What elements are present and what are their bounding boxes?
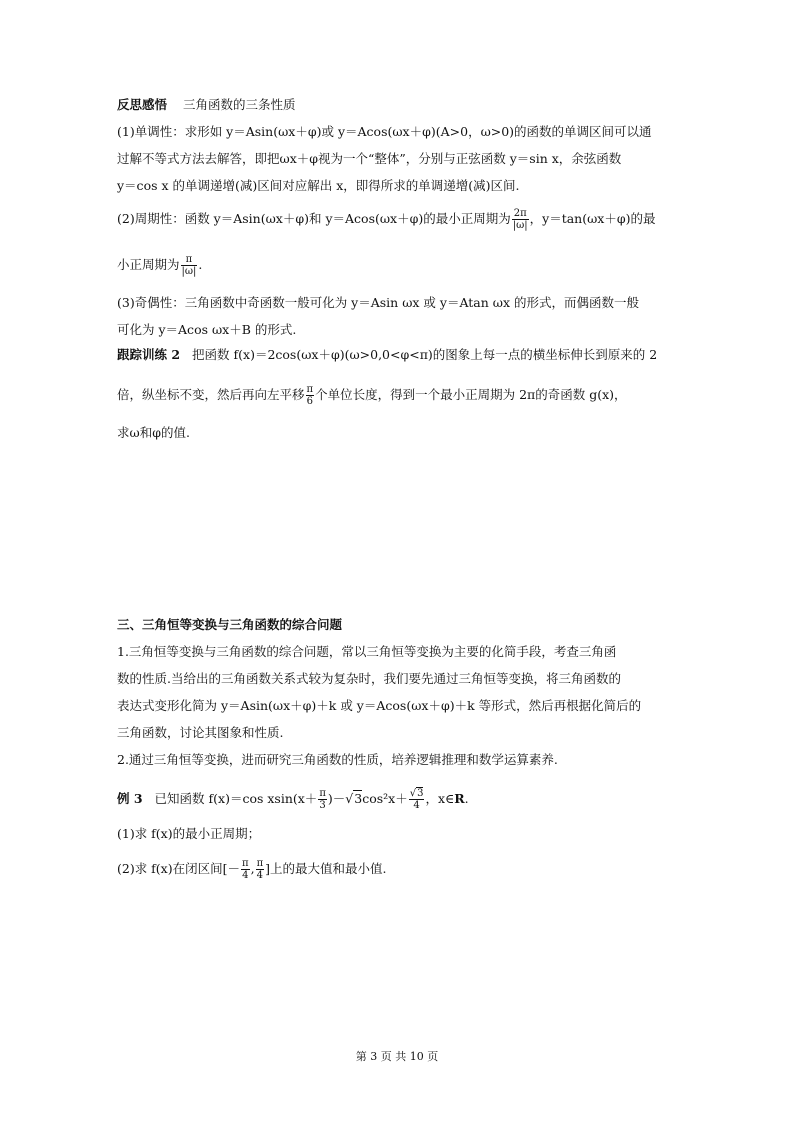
fraction-denominator: |ω| [512, 220, 528, 231]
fraction-pi-over-4 [241, 858, 250, 881]
fraction-numerator: π [306, 384, 314, 395]
monotonicity-line-1: (1)单调性：求形如 y＝Asin(ωx＋φ)或 y＝Acos(ωx＋φ)(A>0，ω>0)的函数的单调区间可以通 [117, 124, 652, 139]
fraction-denominator: 3 [319, 800, 326, 811]
fraction-pi-over-4 [256, 858, 265, 881]
fraction-sqrt3-over-4 [409, 788, 425, 811]
practice-line-1 [117, 345, 657, 365]
reflection-label: 反思感悟 [117, 97, 168, 112]
fraction-numerator [409, 788, 425, 800]
section-para2: 2.通过三角恒等变换，进而研究三角函数的性质，培养逻辑推理和数学运算素养. [117, 752, 558, 767]
question2-text-post: ]上的最大值和最小值. [265, 861, 387, 876]
page-footer: 第 3 页 共 10 页 [355, 1050, 439, 1063]
example3-question-1: (1)求 f(x)的最小正周期； [117, 826, 261, 841]
example3-statement [117, 788, 469, 811]
practice-text-2-post: 个单位长度，得到一个最小正周期为 2π的奇函数 g(x)， [315, 387, 627, 402]
example3-question-2 [117, 858, 387, 881]
sqrt-symbol: √ [409, 788, 417, 799]
example3-text-post: ，x∈ [425, 791, 455, 806]
fraction-numerator: π [319, 788, 326, 799]
fraction-pi-over-omega [181, 254, 198, 277]
periodicity-line-2 [117, 254, 202, 277]
sqrt-radicand: 3 [417, 788, 424, 799]
reflection-heading-line [117, 95, 296, 115]
monotonicity-line-2: 过解不等式方法去解答，即把ωx＋φ视为一个“整体”，分别与正弦函数 y＝sin x，余弦函数 [117, 151, 622, 166]
parity-line-1: (3)奇偶性：三角函数中奇函数一般可化为 y＝Asin ωx 或 y＝Atan ωx 的形式，而偶函数一般 [117, 295, 639, 310]
example3-label: 例 3 [117, 791, 143, 806]
fraction-numerator: 2π [513, 208, 527, 219]
real-set-symbol: R [454, 791, 465, 806]
example3-text-pre: 已知函数 f(x)＝cos xsin(x＋ [154, 791, 318, 806]
sqrt-radicand: 3 [354, 791, 363, 806]
practice-text-2-pre: 倍，纵坐标不变，然后再向左平移 [117, 387, 305, 402]
fraction-denominator: 4 [242, 870, 249, 881]
fraction-2pi-over-omega [512, 208, 529, 231]
sqrt-symbol: √ [345, 791, 354, 806]
practice-label: 跟踪训练 2 [117, 347, 181, 362]
section-para1-line4: 三角函数，讨论其图象和性质. [117, 725, 284, 740]
practice-line-3: 求ω和φ的值. [117, 425, 190, 440]
fraction-pi-over-6 [306, 384, 315, 407]
example3-text-mid2: cos²x＋ [362, 791, 408, 806]
fraction-numerator: π [181, 254, 198, 266]
fraction-denominator: |ω| [181, 266, 197, 277]
periodicity-text-pre-2: 小正周期为 [117, 257, 180, 272]
section-para1-line3: 表达式变形化简为 y＝Asin(ωx＋φ)＋k 或 y＝Acos(ωx＋φ)＋k 等形式，然后再根据化简后的 [117, 698, 642, 713]
fraction-numerator: π [256, 858, 264, 869]
practice-line-2 [117, 384, 627, 407]
section-title: 三、三角恒等变换与三角函数的综合问题 [117, 617, 343, 632]
fraction-pi-over-3 [318, 788, 327, 811]
periodicity-line-1 [117, 208, 655, 231]
periodicity-text-pre: (2)周期性：函数 y＝Asin(ωx＋φ)和 y＝Acos(ωx＋φ)的最小正周期为 [117, 211, 511, 226]
periodicity-text-post-2: . [198, 257, 203, 272]
parity-line-2: 可化为 y＝Acos ωx＋B 的形式. [117, 322, 297, 337]
reflection-title: 三角函数的三条性质 [183, 97, 296, 112]
fraction-denominator: 4 [256, 870, 264, 881]
fraction-denominator: 4 [413, 800, 420, 811]
practice-text-1: 把函数 f(x)＝2cos(ωx＋φ)(ω>0,0<φ<π)的图象上每一点的横坐标伸长到原来的 2 [192, 347, 658, 362]
section-para1-line1: 1.三角恒等变换与三角函数的综合问题，常以三角恒等变换为主要的化简手段，考查三角函 [117, 644, 617, 659]
fraction-numerator: π [242, 858, 249, 869]
example3-text-mid1: )－ [327, 791, 346, 806]
interval-comma: , [250, 861, 255, 876]
question2-text-pre: (2)求 f(x)在闭区间[－ [117, 861, 240, 876]
section-para1-line2: 数的性质.当给出的三角函数关系式较为复杂时，我们要先通过三角恒等变换，将三角函数的 [117, 671, 621, 686]
periodicity-text-post: ，y＝tan(ωx＋φ)的最 [529, 211, 656, 226]
example3-end: . [464, 791, 469, 806]
fraction-denominator: 6 [306, 396, 313, 407]
monotonicity-line-3: y＝cos x 的单调递增(减)区间对应解出 x，即得所求的单调递增(减)区间. [117, 178, 520, 193]
